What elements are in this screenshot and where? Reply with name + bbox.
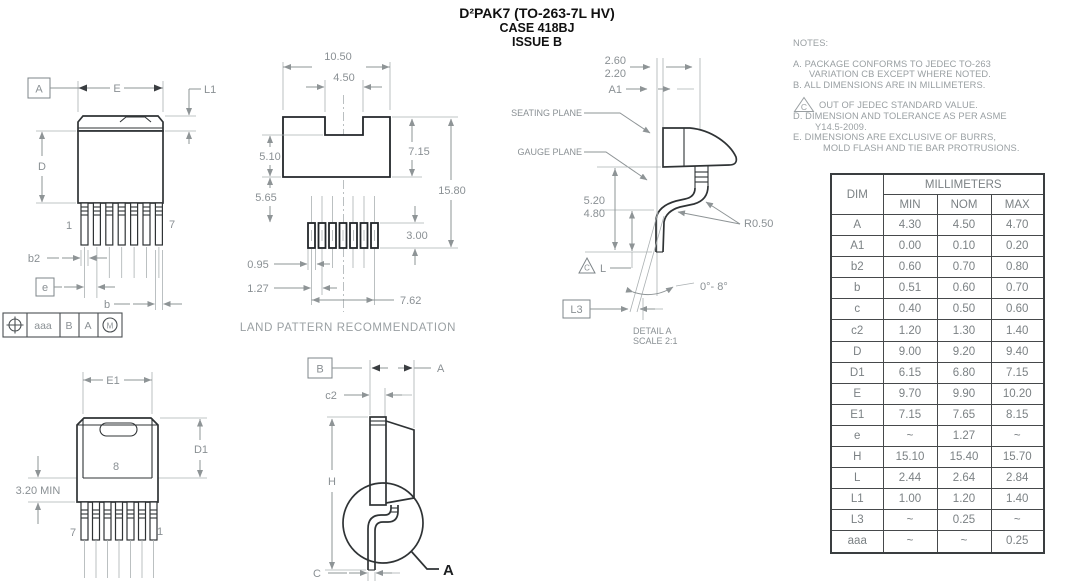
note-c-triangle-icon <box>793 96 815 113</box>
lp-gap-label: 5.65 <box>255 192 277 204</box>
notes-block <box>793 38 1080 153</box>
table-row <box>831 510 1044 531</box>
drawing-case-number: CASE 418BJ <box>499 21 575 35</box>
table-cell-max: 0.60 <box>991 299 1044 320</box>
lp-span-label: 7.62 <box>400 295 422 307</box>
table-cell-dim: e <box>831 425 883 446</box>
table-cell-max: 0.80 <box>991 257 1044 278</box>
front-view-pins <box>81 203 162 245</box>
table-row <box>831 299 1044 320</box>
land-pattern-caption: LAND PATTERN RECOMMENDATION <box>239 322 457 334</box>
table-cell-nom: 6.80 <box>937 362 991 383</box>
table-cell-dim: b <box>831 278 883 299</box>
note-c-row <box>793 100 1080 111</box>
table-cell-min: 1.20 <box>883 320 937 341</box>
table-cell-dim: c2 <box>831 320 883 341</box>
pv-c-label: C <box>313 568 321 580</box>
table-cell-dim: E <box>831 383 883 404</box>
sv-l-label: L <box>600 263 607 275</box>
table-cell-max: 2.84 <box>991 468 1044 489</box>
lp-pad-w-label: 0.95 <box>247 259 269 271</box>
land-pattern-view <box>262 62 458 312</box>
note-d-line2: Y14.5-2009. <box>815 121 867 132</box>
table-row <box>831 236 1044 257</box>
table-cell-dim: aaa <box>831 531 883 553</box>
table-row <box>831 383 1044 404</box>
sv-flag-c-label: C <box>584 263 590 273</box>
front-pin1-label: 1 <box>65 220 73 232</box>
dim-pitch-e-label: e <box>41 282 49 294</box>
dim-d-label: D <box>38 161 46 173</box>
sv-a1-label: A1 <box>608 84 622 96</box>
table-cell-min: 15.10 <box>883 447 937 468</box>
note-c-flag-letter: C <box>800 102 808 113</box>
sv-lead-min-label: 4.80 <box>583 208 605 220</box>
note-a-line2: VARIATION CB EXCEPT WHERE NOTED. <box>809 69 991 80</box>
bv-pad8-label: 8 <box>112 461 120 473</box>
seating-plane-label: SEATING PLANE <box>511 108 582 118</box>
table-cell-nom: 0.70 <box>937 257 991 278</box>
bv-pin7-label: 7 <box>69 527 77 539</box>
table-cell-dim: D <box>831 341 883 362</box>
table-col-max: MAX <box>991 195 1044 215</box>
fcf-datum-b-label: B <box>65 320 73 332</box>
drawing-title: D²PAK7 (TO-263-7L HV) <box>459 5 615 21</box>
dim-l1-label: L1 <box>204 84 217 96</box>
lp-notch-label: 4.50 <box>333 72 355 84</box>
note-e-line1: E. DIMENSIONS ARE EXCLUSIVE OF BURRS, <box>793 132 997 143</box>
bv-d1-label: D1 <box>193 444 209 456</box>
table-cell-min: 0.60 <box>883 257 937 278</box>
table-cell-max: 0.70 <box>991 278 1044 299</box>
table-cell-max: 7.15 <box>991 362 1044 383</box>
fcf-tolerance-label: aaa <box>34 320 52 332</box>
datum-a-label: A <box>35 83 43 96</box>
table-cell-min: 9.70 <box>883 383 937 404</box>
table-unit-header: MILLIMETERS <box>883 174 1044 195</box>
table-row <box>831 257 1044 278</box>
back-view-pins <box>81 502 157 540</box>
table-cell-nom: 0.10 <box>937 236 991 257</box>
dim-b2-label: b2 <box>27 253 41 265</box>
table-cell-nom: 4.50 <box>937 215 991 236</box>
table-row <box>831 215 1044 236</box>
pv-h-label: H <box>328 476 336 488</box>
datum-b-label: B <box>316 363 324 376</box>
table-cell-min: ~ <box>883 425 937 446</box>
dim-b-label: b <box>103 299 111 311</box>
front-view <box>3 78 201 337</box>
drawing-issue: ISSUE B <box>511 35 562 49</box>
table-cell-dim: A1 <box>831 236 883 257</box>
table-row <box>831 531 1044 553</box>
table-cell-min: 0.00 <box>883 236 937 257</box>
land-pattern-pads <box>308 223 378 248</box>
bv-e1-label: E1 <box>106 375 120 387</box>
table-cell-min: ~ <box>883 531 937 553</box>
table-row <box>831 489 1044 510</box>
lp-total-h-label: 15.80 <box>438 185 466 197</box>
table-cell-max: 8.15 <box>991 404 1044 425</box>
table-cell-dim: H <box>831 447 883 468</box>
lp-width-label: 10.50 <box>324 51 352 63</box>
lp-pitch-label: 1.27 <box>247 283 269 295</box>
table-cell-max: 0.25 <box>991 531 1044 553</box>
sv-radius-label: R0.50 <box>744 218 774 230</box>
table-cell-max: 15.70 <box>991 447 1044 468</box>
table-cell-min: 4.30 <box>883 215 937 236</box>
fcf-modifier-label: M <box>106 321 114 331</box>
dimension-table <box>830 173 1045 554</box>
note-c-text: OUT OF JEDEC STANDARD VALUE. <box>819 100 978 111</box>
table-cell-nom: 1.27 <box>937 425 991 446</box>
table-cell-max: 0.20 <box>991 236 1044 257</box>
table-cell-max: 4.70 <box>991 215 1044 236</box>
table-cell-max: ~ <box>991 510 1044 531</box>
table-cell-nom: 0.50 <box>937 299 991 320</box>
table-cell-dim: D1 <box>831 362 883 383</box>
table-cell-dim: L <box>831 468 883 489</box>
table-cell-nom: 15.40 <box>937 447 991 468</box>
table-col-nom: NOM <box>937 195 991 215</box>
sv-top-min-label: 2.20 <box>604 68 626 80</box>
table-cell-min: 0.51 <box>883 278 937 299</box>
front-pin7-label: 7 <box>168 219 176 231</box>
table-cell-nom: 0.60 <box>937 278 991 299</box>
table-cell-dim: A <box>831 215 883 236</box>
fcf-datum-a-label: A <box>84 320 92 332</box>
gauge-plane-label: GAUGE PLANE <box>517 147 582 157</box>
table-cell-dim: b2 <box>831 257 883 278</box>
table-dim-header: DIM <box>831 174 883 215</box>
table-cell-nom: 7.65 <box>937 404 991 425</box>
detail-scale-label: SCALE 2:1 <box>633 336 678 346</box>
table-cell-min: 9.00 <box>883 341 937 362</box>
sv-lead-max-label: 5.20 <box>583 195 605 207</box>
table-cell-dim: c <box>831 299 883 320</box>
lp-pad-h-label: 3.00 <box>406 230 428 242</box>
table-cell-max: 1.40 <box>991 489 1044 510</box>
table-row <box>831 468 1044 489</box>
table-cell-nom: 0.25 <box>937 510 991 531</box>
note-d-line1: D. DIMENSION AND TOLERANCE AS PER ASME <box>793 110 1007 121</box>
table-cell-min: 6.15 <box>883 362 937 383</box>
notes-heading: NOTES: <box>793 38 829 48</box>
table-cell-min: ~ <box>883 510 937 531</box>
table-cell-nom: 1.20 <box>937 489 991 510</box>
note-b: B. ALL DIMENSIONS ARE IN MILLIMETERS. <box>793 79 986 90</box>
table-cell-min: 2.44 <box>883 468 937 489</box>
table-col-min: MIN <box>883 195 937 215</box>
dim-table-body <box>831 215 1044 553</box>
table-row <box>831 404 1044 425</box>
table-cell-max: 10.20 <box>991 383 1044 404</box>
note-a-line1: A. PACKAGE CONFORMS TO JEDEC TO-263 <box>793 58 991 69</box>
detail-a-label: DETAIL A <box>633 326 672 336</box>
lp-left-h-label: 5.10 <box>259 151 281 163</box>
table-cell-max: 9.40 <box>991 341 1044 362</box>
pv-c2-label: c2 <box>325 390 337 402</box>
table-cell-nom: 2.64 <box>937 468 991 489</box>
table-cell-min: 7.15 <box>883 404 937 425</box>
table-row <box>831 425 1044 446</box>
bv-standoff-label: 3.20 MIN <box>15 485 61 497</box>
table-cell-min: 1.00 <box>883 489 937 510</box>
table-row <box>831 447 1044 468</box>
note-e-line2: MOLD FLASH AND TIE BAR PROTRUSIONS. <box>823 142 1020 153</box>
sv-top-max-label: 2.60 <box>604 55 626 67</box>
table-cell-nom: 9.20 <box>937 341 991 362</box>
table-row <box>831 341 1044 362</box>
table-cell-max: 1.40 <box>991 320 1044 341</box>
table-cell-nom: 9.90 <box>937 383 991 404</box>
detail-ref-label: A <box>443 562 454 579</box>
table-row <box>831 320 1044 341</box>
sv-l3-label: L3 <box>570 304 583 316</box>
table-cell-max: ~ <box>991 425 1044 446</box>
table-row <box>831 278 1044 299</box>
position-symbol-icon <box>7 317 24 334</box>
bv-pin1-label: 1 <box>156 526 164 538</box>
dim-e-label: E <box>113 83 121 95</box>
table-cell-dim: E1 <box>831 404 883 425</box>
table-cell-nom: 1.30 <box>937 320 991 341</box>
pv-a-label: A <box>437 363 445 375</box>
table-cell-dim: L3 <box>831 510 883 531</box>
table-cell-dim: L1 <box>831 489 883 510</box>
table-row <box>831 362 1044 383</box>
lp-right-h-label: 7.15 <box>408 146 430 158</box>
sv-angle-label: 0°- 8° <box>700 281 728 293</box>
table-cell-nom: ~ <box>937 531 991 553</box>
feature-control-frame <box>3 313 122 337</box>
back-view <box>28 372 207 578</box>
table-cell-min: 0.40 <box>883 299 937 320</box>
